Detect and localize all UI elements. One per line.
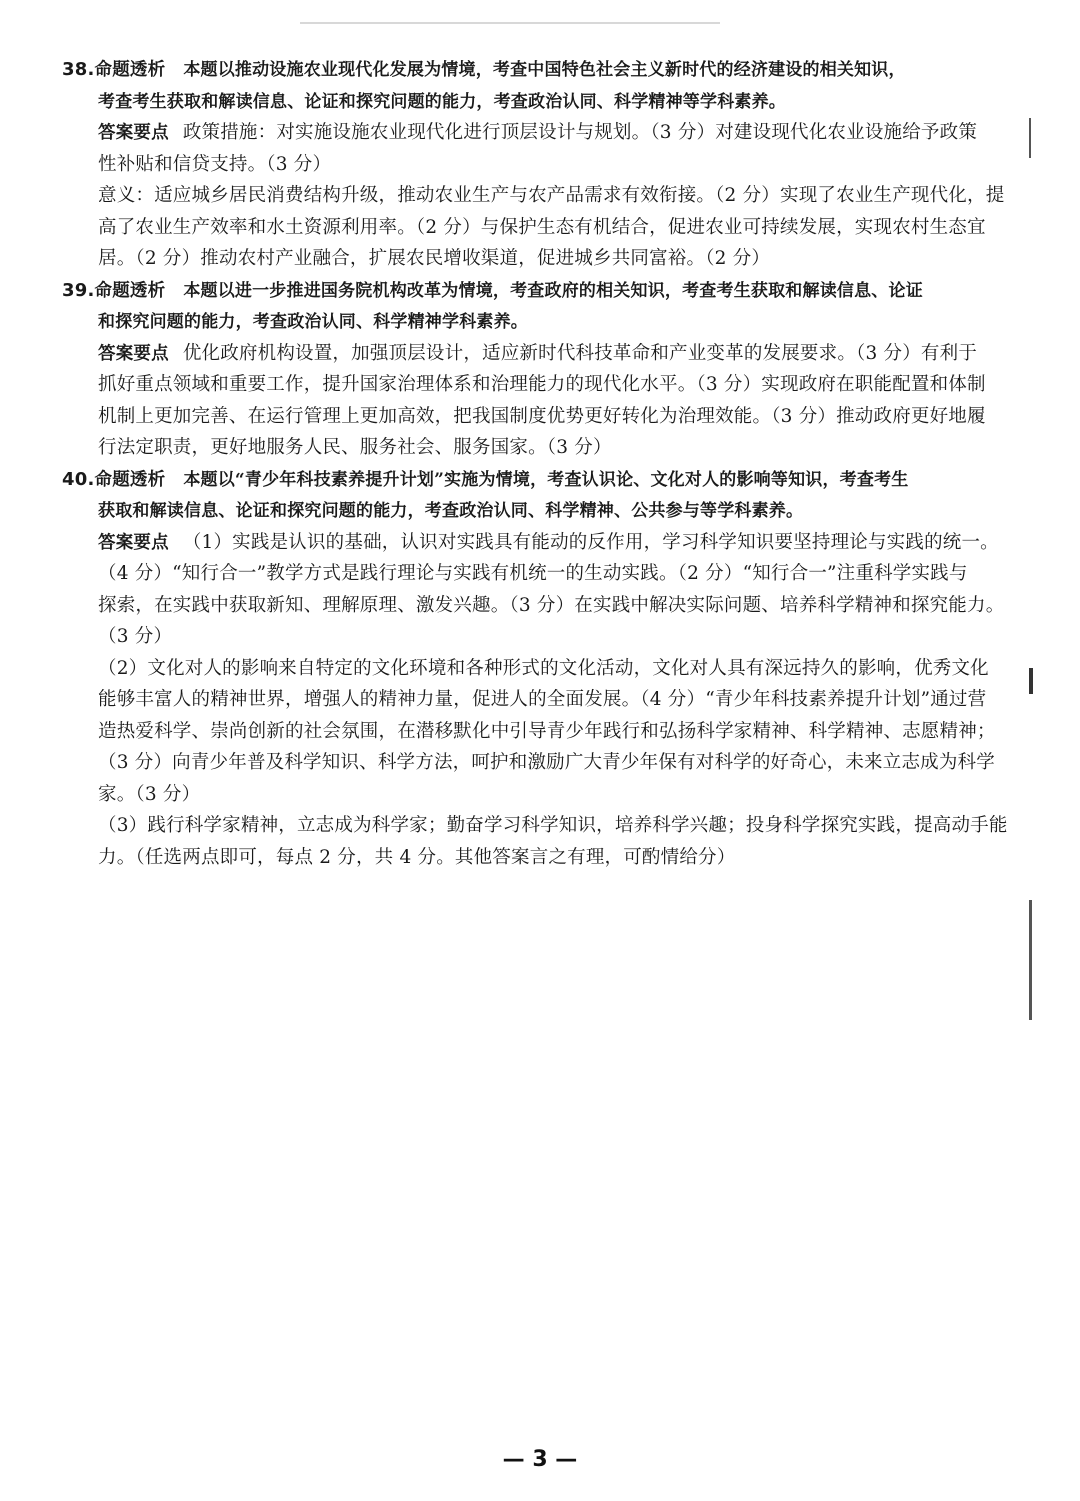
intro-text: 和探究问题的能力，考查政治认同、科学精神学科素养。 (98, 312, 528, 332)
page-number: — 3 — (502, 1447, 578, 1472)
q40-intro-line-2 (62, 495, 1022, 527)
scan-top-edge (300, 22, 720, 24)
q39-answer-line-4 (62, 432, 1022, 464)
question-number: 40. (62, 468, 95, 490)
q39-intro-line-2 (62, 306, 1022, 338)
intro-heading: 命题透析 (94, 60, 166, 80)
q39-answer-line-3 (62, 401, 1022, 433)
answer-text: （4 分）“知行合一”教学方式是践行理论与实践有机统一的生动实践。（2 分）“知行合一”注重科学实践与 (98, 563, 968, 584)
answer-text: 政策措施：对实施设施农业现代化进行顶层设计与规划。（3 分）对建设现代化农业设施给予政策 (182, 122, 978, 143)
intro-text: 考查考生获取和解读信息、论证和探究问题的能力，考查政治认同、科学精神等学科素养。 (98, 91, 786, 112)
answer-text: 性补贴和信贷支持。（3 分） (98, 153, 332, 175)
scan-margin-mark (1029, 900, 1032, 1020)
answer-text: 行法定职责，更好地服务人民、服务社会、服务国家。（3 分） (98, 437, 612, 458)
q40-answer-line-3 (62, 590, 1022, 622)
answer-text: 能够丰富人的精神世界，增强人的精神力量，促进人的全面发展。（4 分）“青少年科技素养提升计划”通过营 (98, 689, 987, 710)
answer-text: 探索，在实践中获取新知、理解原理、激发兴趣。（3 分）在实践中解决实际问题、培养科学精神和探究能力。 (98, 594, 1005, 616)
intro-text: 本题以“青少年科技素养提升计划”实施为情境，考查认识论、文化对人的影响等知识，考查考生 (183, 469, 909, 490)
answer-text: 力。（任选两点即可，每点 2 分，共 4 分。其他答案言之有理，可酌情给分） (98, 846, 736, 868)
answer-text: 家。（3 分） (98, 783, 201, 805)
q40-answer-line-11 (62, 842, 1022, 874)
q38-answer-line-1 (62, 117, 1022, 149)
q40-answer-line-6 (62, 684, 1022, 716)
question-40 (62, 464, 1022, 874)
q38-answer-line-4 (62, 212, 1022, 244)
answer-text: （2）文化对人的影响来自特定的文化环境和各种形式的文化活动，文化对人具有深远持久的影响，优秀文化 (98, 657, 989, 679)
intro-heading: 命题透析 (94, 469, 166, 490)
q40-answer-line-1 (62, 527, 1022, 559)
answer-text: 高了农业生产效率和水土资源利用率。（2 分）与保护生态有机结合，促进农业可持续发展，实现农村生态宜 (98, 216, 986, 238)
q39-intro-line-1 (62, 275, 1022, 307)
q40-answer-line-7 (62, 716, 1022, 748)
answer-text: 机制上更加完善、在运行管理上更加高效，把我国制度优势更好转化为治理效能。（3 分）推动政府更好地履 (98, 405, 986, 427)
answer-text: 优化政府机构设置，加强顶层设计，适应新时代科技革命和产业变革的发展要求。（3 分）有利于 (182, 342, 978, 364)
q38-intro-line-2 (62, 86, 1022, 118)
q40-intro-line-1 (62, 464, 1022, 496)
q40-answer-line-8 (62, 747, 1022, 779)
answer-text: （1）实践是认识的基础，认识对实践具有能动的反作用，学习科学知识要坚持理论与实践的统一。 (182, 531, 999, 553)
intro-text: 本题以进一步推进国务院机构改革为情境，考查政府的相关知识，考查考生获取和解读信息、论证 (183, 280, 923, 301)
answer-heading: 答案要点 (98, 343, 169, 364)
answer-text: （3 分）向青少年普及科学知识、科学方法，呵护和激励广大青少年保有对科学的好奇心，未来立志成为科学 (98, 752, 995, 773)
intro-text: 本题以推动设施农业现代化发展为情境，考查中国特色社会主义新时代的经济建设的相关知识， (183, 60, 906, 80)
q38-answer-line-5 (62, 243, 1022, 275)
answer-heading: 答案要点 (98, 532, 169, 553)
question-number: 39. (62, 279, 95, 301)
q38-intro-line-1 (62, 54, 1022, 86)
q40-answer-line-5 (62, 653, 1022, 685)
intro-text: 获取和解读信息、论证和探究问题的能力，考查政治认同、科学精神、公共参与等学科素养。 (98, 501, 804, 521)
answer-text: 抓好重点领域和重要工作，提升国家治理体系和治理能力的现代化水平。（3 分）实现政府在职能配置和体制 (98, 374, 986, 395)
answer-text: （3 分） (98, 626, 173, 647)
q40-answer-line-2 (62, 558, 1022, 590)
question-38 (62, 54, 1022, 275)
answer-text: （3）践行科学家精神，立志成为科学家；勤奋学习科学知识，培养科学兴趣；投身科学探究实践，提高动手能 (98, 815, 1008, 836)
q38-answer-line-3 (62, 180, 1022, 212)
answer-text: 意义：适应城乡居民消费结构升级，推动农业生产与农产品需求有效衔接。（2 分）实现了农业生产现代化，提 (98, 185, 1005, 206)
answer-heading: 答案要点 (98, 123, 169, 143)
q40-answer-line-4 (62, 621, 1022, 653)
answer-text: 造热爱科学、崇尚创新的社会氛围，在潜移默化中引导青少年践行和弘扬科学家精神、科学精神、志愿精神； (98, 720, 996, 742)
q39-answer-line-1 (62, 338, 1022, 370)
scan-margin-mark (1029, 118, 1031, 158)
question-39 (62, 275, 1022, 464)
intro-heading: 命题透析 (94, 280, 166, 301)
q40-answer-line-10 (62, 810, 1022, 842)
q38-answer-line-2 (62, 149, 1022, 181)
answer-text: 居。（2 分）推动农村产业融合，扩展农民增收渠道，促进城乡共同富裕。（2 分） (98, 248, 771, 269)
scan-margin-mark (1029, 668, 1033, 694)
answer-key-content (62, 54, 1022, 873)
question-number: 38. (62, 59, 95, 80)
q40-answer-line-9 (62, 779, 1022, 811)
q39-answer-line-2 (62, 369, 1022, 401)
